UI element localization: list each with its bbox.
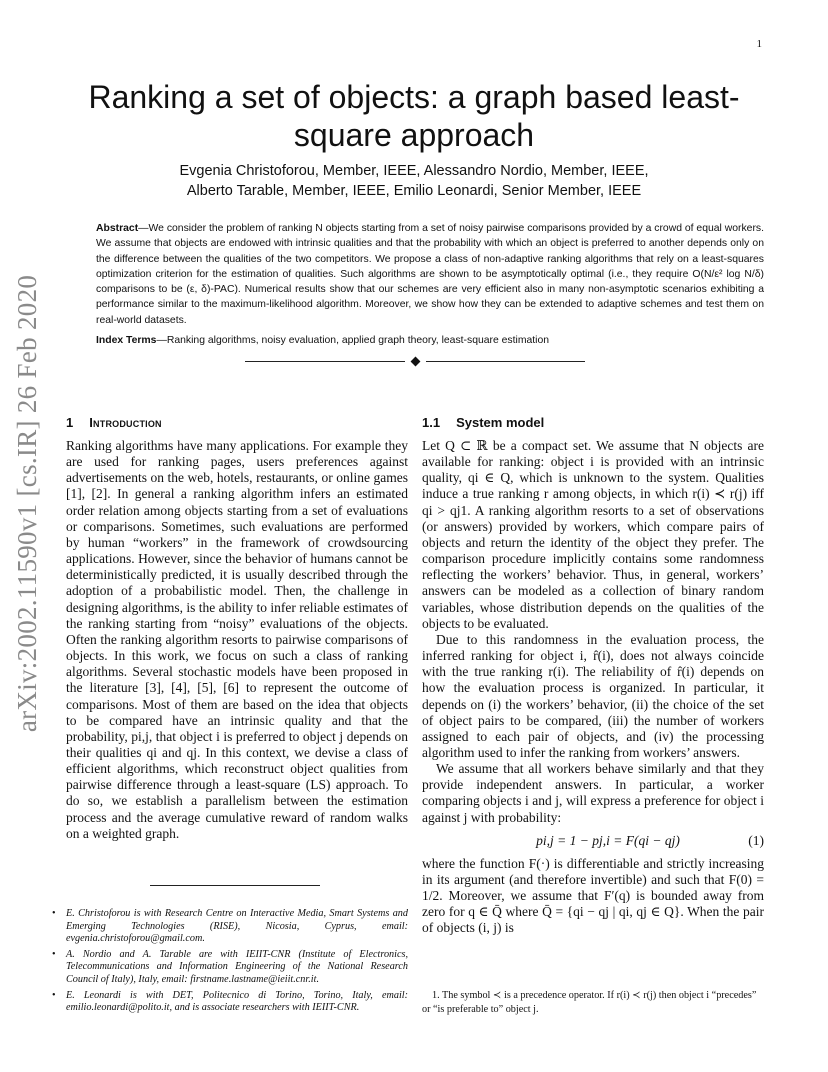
right-column	[422, 414, 764, 937]
footnote-text: E. Leonardi is with DET, Politecnico di Torino, Torino, Italy, email: emilio.leonardi@polito.it, and is associate researchers with IEIIT-CNR.	[66, 989, 408, 1014]
precedence-footnote: 1. The symbol ≺ is a precedence operator. If r(i) ≺ r(j) then object i “precedes” or “is preferable to” object j.	[422, 990, 757, 1015]
system-model-paragraph-3: We assume that all workers behave similarly and that they provide independent answers. In particular, a worker comparing objects i and j, will express a preference for object i against j with probability:	[422, 761, 764, 825]
section-divider	[245, 354, 585, 368]
index-terms	[96, 333, 764, 348]
index-terms-label: Index Terms	[96, 335, 157, 346]
subsection-number: 1.1	[422, 415, 441, 430]
subsection-heading-system-model	[422, 414, 764, 432]
divider-line-left	[245, 361, 405, 362]
section-heading-introduction	[66, 414, 408, 432]
footnote-item	[52, 908, 408, 946]
footnote-rule	[150, 885, 320, 886]
authors-line-2: Alberto Tarable, Member, IEEE, Emilio Leonardi, Senior Member, IEEE	[186, 183, 642, 199]
bullet-icon: •	[52, 948, 56, 960]
subsection-title: System model	[456, 415, 545, 430]
left-column	[66, 414, 408, 842]
author-footnotes	[52, 908, 408, 1018]
divider-line-right	[426, 361, 586, 362]
bullet-icon: •	[52, 989, 56, 1001]
section-number: 1	[66, 415, 74, 430]
arxiv-identifier-text: arXiv:2002.11590v1 [cs.IR] 26 Feb 2020	[12, 274, 43, 732]
footnote-text: A. Nordio and A. Tarable are with IEIIT-CNR (Institute of Electronics, Telecommunications and Information Engineering of the National Research Council of Italy), Italy, email: firstname.lastname@ieiit.cnr.it.	[66, 948, 408, 985]
equation-body: pi,j = 1 − pj,i = F(qi − qj)	[536, 832, 680, 848]
abstract	[96, 221, 764, 328]
introduction-paragraph: Ranking algorithms have many applications. For example they are used for ranking pages, users preferences against advertisements on the web, hotels, restaurants, or online games [1], [2]. In general a ranking algorithm infers an estimated order relation among objects starting from a set of evaluations or comparisons. Sometimes, such evaluations are performed by human “workers” in the framework of crowdsourcing applications. However, since the behavior of humans cannot be deterministically predicted, it is usually described through the adoption of a probabilistic model. Then, the challenge in designing algorithms, is the ability to infer reliable estimates of the ranking starting from “noisy” evaluations of the objects. Often the ranking algorithm resorts to pairwise comparisons of objects. In this work, we focus on such a class of ranking algorithms. Several stochastic models have been proposed in the literature [3], [4], [5], [6] to represent the outcome of comparisons. Most of them are based on the idea that objects to be compared have an intrinsic quality and that the probability, pi,j, that object i is preferred to object j depends on their qualities qi and qj. In this context, we devise a class of efficient algorithms, which reconstruct object qualities from pairwise difference through a least-square (LS) approach. To do so, we establish a parallelism between the estimation process and the average cumulative reward of random walks on a weighted graph.	[66, 438, 408, 841]
system-model-paragraph-1: Let Q ⊂ ℝ be a compact set. We assume that N objects are available for ranking: object i is provided with an intrinsic quality, qi ∈ Q, which is unknown to the system. Qualities induce a true ranking r among objects, in which r(i) ≺ r(j) iff qi > qj1. A ranking algorithm resorts to a set of observations (or answers) provided by workers, which compare pairs of objects and return the identity of the object they prefer. The comparison procedure implicitly contains some randomness reflecting the workers’ behavior. Thus, in general, workers’ answers can be modeled as a collection of binary random variables, whose distribution depends on the qualities of the objects to be evaluated.	[422, 438, 764, 631]
system-model-paragraph-4: where the function F(·) is differentiable and strictly increasing in its argument (and therefore invertible) and such that F(0) = 1/2. Moreover, we assume that F′(q) is bounded away from zero for q ∈ Q̄ where Q̄ = {qi − qj | qi, qj ∈ Q}. When the pair of objects (i, j) is	[422, 855, 764, 936]
abstract-text: —We consider the problem of ranking N objects starting from a set of noisy pairwise comparisons provided by a crowd of equal workers. We assume that objects are endowed with intrinsic qualities and that the probability with which an object is preferred to another depends only on the difference between the qualities of the two competitors. We propose a class of non-adaptive ranking algorithms that rely on a least-squares optimization criterion for the estimation of qualities. Such algorithms are shown to be asymptotically optimal (i.e., they require O(N/ε² log N/δ) comparisons to be (ε, δ)-PAC). Numerical results show that our schemes are very efficient also in many non-asymptotic scenarios exhibiting a performance similar to the maximum-likelihood algorithm. Moreover, we show how they can be extended to adaptive schemes and test them on real-world datasets.	[96, 223, 764, 326]
footnote-item	[52, 990, 408, 1015]
abstract-label: Abstract	[96, 223, 139, 234]
system-model-paragraph-2: Due to this randomness in the evaluation process, the inferred ranking for object i, r̂(i), does not always coincide with the true ranking r(i). The reliability of r̂(i) depends on how the evaluation process is organized. In particular, it depends on (i) the workers’ behavior, (ii) the choice of the set of object pairs to be compared, (iii) the number of workers assigned to each pair of objects, and (iv) the processing algorithm used to infer the ranking from workers’ answers.	[422, 631, 764, 760]
diamond-icon	[410, 356, 420, 366]
section-title: Introduction	[89, 415, 162, 430]
paper-title: Ranking a set of objects: a graph based least-square approach	[88, 79, 740, 153]
footnote-text: E. Christoforou is with Research Centre on Interactive Media, Smart Systems and Emerging Technologies (RISE), Nicosia, Cyprus, email: evgenia.christoforou@gmail.com.	[66, 908, 408, 945]
arxiv-identifier-stamp[interactable]	[10, 268, 46, 738]
page-number: 1	[756, 38, 762, 50]
author-list	[80, 161, 748, 201]
equation-number: (1)	[748, 832, 764, 848]
equation-1	[422, 826, 764, 856]
index-terms-text: —Ranking algorithms, noisy evaluation, applied graph theory, least-square estimation	[156, 335, 550, 346]
authors-line-1: Evgenia Christoforou, Member, IEEE, Alessandro Nordio, Member, IEEE,	[179, 163, 649, 179]
footnote-item	[52, 949, 408, 987]
bullet-icon: •	[52, 908, 56, 919]
